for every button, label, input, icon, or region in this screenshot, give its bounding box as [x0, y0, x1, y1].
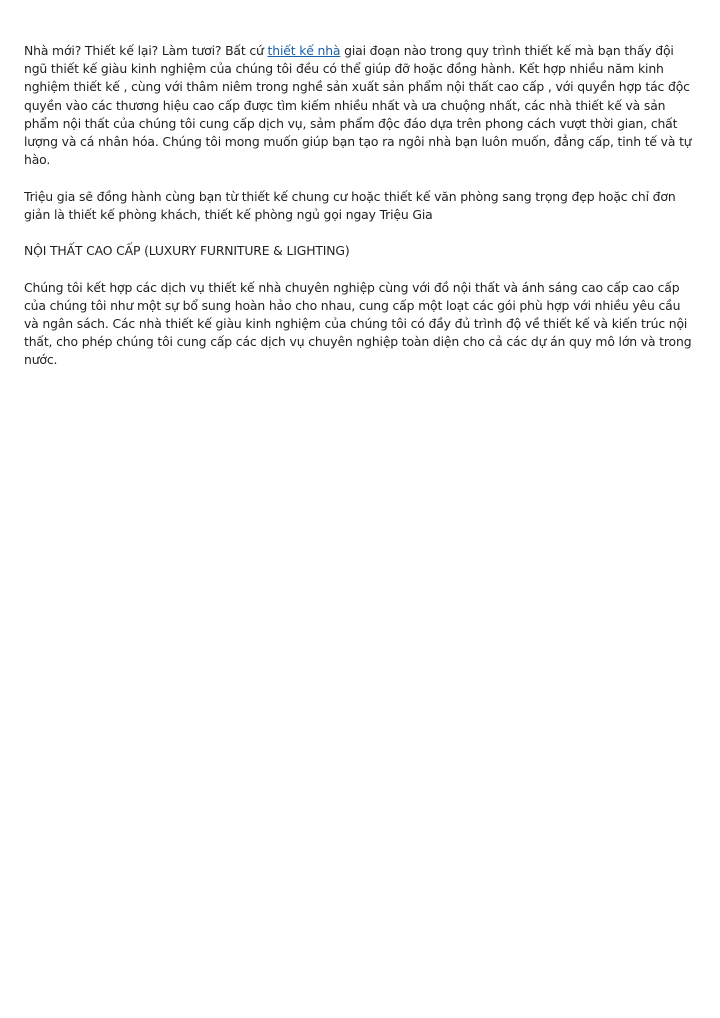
luxury-furniture-paragraph: Chúng tôi kết hợp các dịch vụ thiết kế nhà chuyên nghiệp cùng với đồ nội thất và ánh sáng cao cấp cao cấp của chúng tôi như một sự bổ sung hoàn hảo cho nhau, cung cấp một loạt các gói phù hợp với nhiều yêu cầu và ngân sách. Các nhà thiết kế giàu kinh nghiệm của chúng tôi có đầy đủ trình độ về thiết kế và kiến trúc nội thất, cho phép chúng tôi cung cấp các dịch vụ chuyên nghiệp toàn diện cho cả các dự án quy mô lớn và trong nước. [24, 279, 692, 368]
trieu-gia-paragraph: Triệu gia sẽ đồng hành cùng bạn từ thiết kế chung cư hoặc thiết kế văn phòng sang trọng đẹp hoặc chỉ đơn giản là thiết kế phòng khách, thiết kế phòng ngủ gọi ngay Triệu Gia [24, 188, 676, 222]
section-heading: NỘI THẤT CAO CẤP (LUXURY FURNITURE & LIGHTING) [24, 243, 350, 259]
home-design-link[interactable]: thiết kế nhà [267, 43, 341, 58]
intro-text-after-link: giai đoạn nào trong quy trình thiết kế mà bạn thấy đội ngũ thiết kế giàu kinh nghiệm của chúng tôi đều có thể giúp đỡ hoặc đồng hành. Kết hợp nhiều năm kinh nghiệm thiết kế , cùng với thâm niêm trong nghề sản xuất sản phẩm nội thất cao cấp , với quyền hợp tác độc quyền vào các thương hiệu cao cấp được tìm kiếm nhiều nhất và ưa chuộng nhất, các nhà thiết kế và sản phẩm nội thất của chúng tôi cung cấp dịch vụ, sảm phẩm độc đáo dựa trên phong cách vượt thời gian, chất lượng và cá nhân hóa. Chúng tôi mong muốn giúp bạn tạo ra ngôi nhà bạn luôn muốn, đẳng cấp, tinh tế và tự hào. [24, 43, 692, 168]
document-page [24, 42, 694, 388]
intro-paragraph [24, 42, 694, 169]
intro-text-before-link: Nhà mới? Thiết kế lại? Làm tươi? Bất cứ [24, 43, 268, 58]
